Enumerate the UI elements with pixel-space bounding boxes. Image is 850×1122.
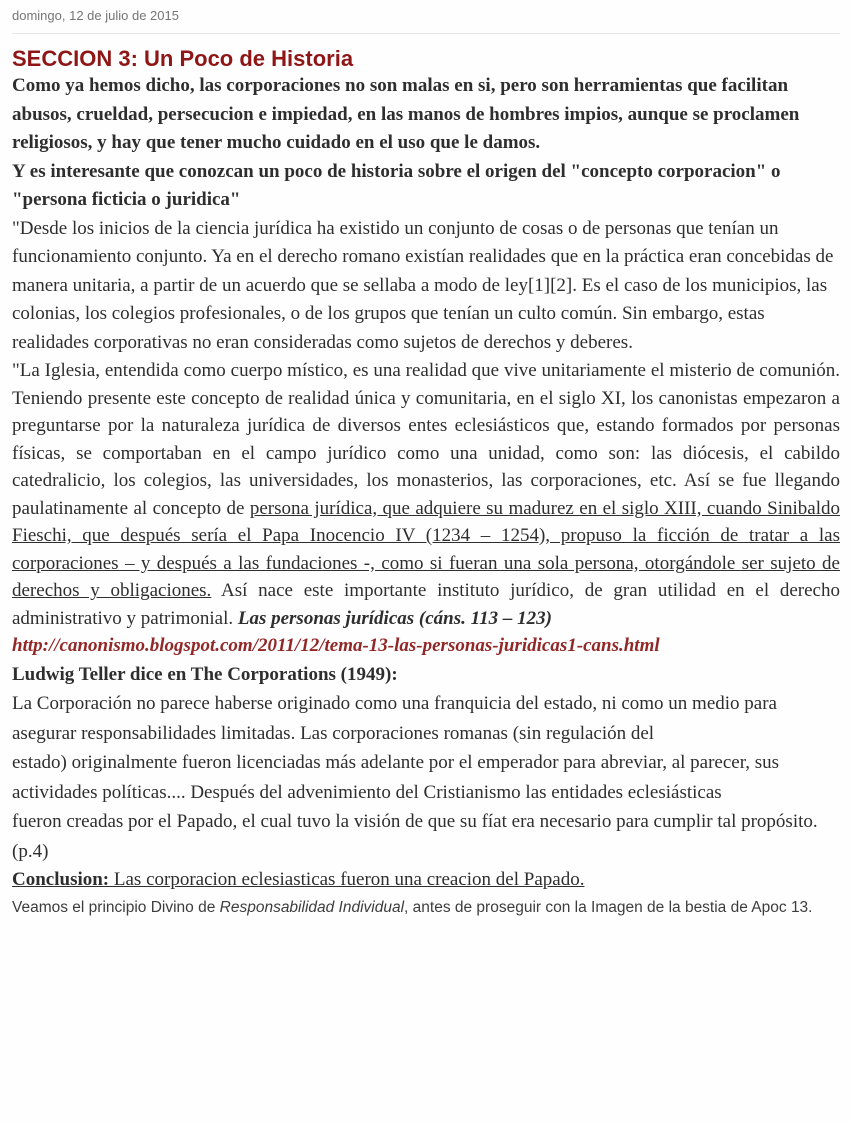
conclusion-text: Las corporacion eclesiasticas fueron una creacion del Papado. bbox=[109, 869, 585, 891]
post-title: SECCION 3: Un Poco de Historia bbox=[12, 46, 354, 71]
teller-quote-part-1: La Corporación no parece haberse originado como una franquicia del estado, ni como un medio para asegurar responsabilidades limitadas. Las corporaciones romanas (sin regulación del bbox=[12, 693, 777, 744]
quote-iglesia bbox=[12, 357, 840, 632]
closing-paragraph bbox=[12, 895, 840, 921]
teller-heading: Ludwig Teller dice en The Corporations (1949): bbox=[12, 663, 398, 685]
closing-segment-1: Veamos el principio Divino de bbox=[12, 898, 220, 916]
post-date: domingo, 12 de julio de 2015 bbox=[12, 8, 179, 23]
quote-iglesia-citation: Las personas jurídicas (cáns. 113 – 123) bbox=[237, 607, 552, 629]
teller-quote-part-3: fueron creadas por el Papado, el cual tuvo la visión de que su fíat era necesario para cumplir tal propósito. (p.4) bbox=[12, 811, 818, 862]
closing-segment-2: , antes de proseguir con la Imagen de la bestia de Apoc 13. bbox=[404, 898, 813, 916]
quote-iglesia-underlined-segment: persona jurídica, que adquiere su madurez en el siglo XIII, cuando Sinibaldo Fieschi, que después sería el Papa Inocencio IV (1234 – 1254), propuso la ficción de tratar a las corporaciones – y después a las fundaciones -, como si fueran una sola persona, otorgándole ser sujeto de derechos y obligaciones. bbox=[12, 497, 840, 602]
intro-paragraph-2: Y es interesante que conozcan un poco de historia sobre el origen del "concepto corporacion" o "persona ficticia o juridica" bbox=[12, 160, 781, 210]
source-link[interactable]: http://canonismo.blogspot.com/2011/12/tema-13-las-personas-juridicas1-cans.html bbox=[12, 635, 660, 657]
quote-iglesia-segment-2: Así nace este importante instituto jurídico, de gran utilidad en el derecho administrativo y patrimonial. bbox=[12, 580, 840, 629]
closing-italic-phrase: Responsabilidad Individual bbox=[219, 898, 405, 916]
teller-quote bbox=[12, 689, 840, 866]
quote-derecho-romano: "Desde los inicios de la ciencia jurídica ha existido un conjunto de cosas o de personas que tenían un funcionamiento conjunto. Ya en el derecho romano existían realidades que en la práctica eran concebidas de manera unitaria, a partir de un acuerdo que se sellaba a modo de ley[1][2]. Es el caso de los municipios, las colonias, los colegios profesionales, o de los grupos que tenían un culto común. Sin embargo, estas realidades corporativas no eran consideradas como sujetos de derechos y deberes. bbox=[12, 217, 834, 353]
conclusion-paragraph bbox=[12, 866, 840, 895]
quote-iglesia-segment-1: "La Iglesia, entendida como cuerpo místico, es una realidad que vive unitariamente el misterio de comunión. Teniendo presente este concepto de realidad única y comunitaria, en el siglo XI, los canonistas empezaron a preguntarse por la naturaleza jurídica de diversos entes eclesiásticos que, estando formados por personas físicas, se comportaban en el campo jurídico como una unidad, como son: las diócesis, el cabildo catedralicio, los colegios, las universidades, los monasterios, las corporaciones, etc. Así se fue llegando paulatinamente al concepto de bbox=[12, 360, 840, 519]
conclusion-label: Conclusion: bbox=[12, 869, 110, 891]
teller-quote-part-2: estado) originalmente fueron licenciadas más adelante por el emperador para abreviar, al parecer, sus actividades políticas.... Después del advenimiento del Cristianismo las entidades eclesiásticas bbox=[12, 752, 780, 803]
source-link-line bbox=[12, 632, 840, 661]
intro-paragraph-1: Como ya hemos dicho, las corporaciones no son malas en si, pero son herramientas que facilitan abusos, crueldad, persecucion e impiedad, en las manos de hombres impios, aunque se proclamen religiosos, y hay que tener mucho cuidado en el uso que le damos. bbox=[12, 75, 800, 153]
date-divider bbox=[12, 33, 840, 34]
